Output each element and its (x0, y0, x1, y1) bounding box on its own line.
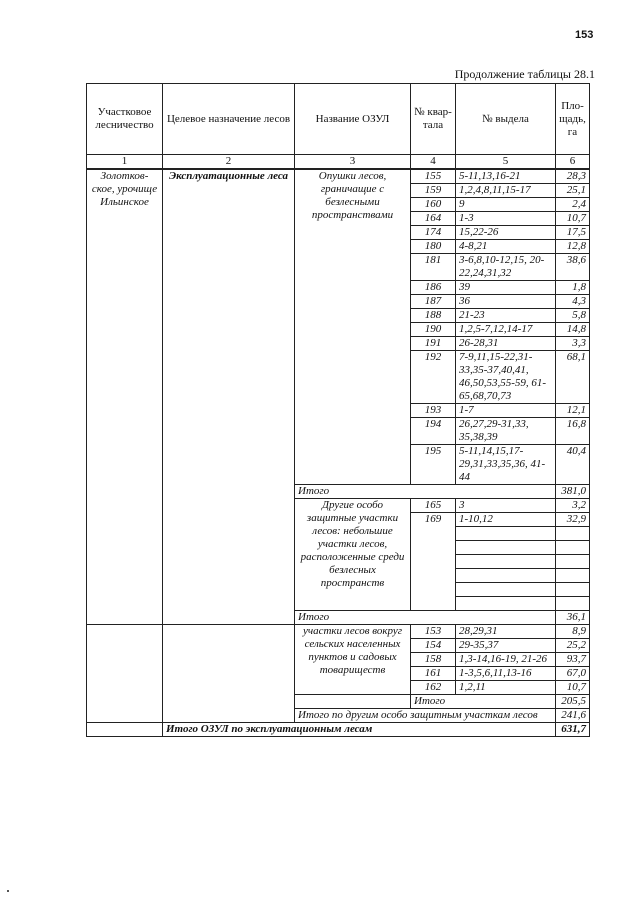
allotment-cell: 5-11,14,15,17-29,31,33,35,36, 41-44 (456, 445, 556, 485)
allotment-cell: 36 (456, 295, 556, 309)
area-cell: 68,1 (556, 351, 590, 404)
area-cell: 14,8 (556, 323, 590, 337)
col-number: 5 (456, 155, 556, 170)
area-cell: 38,6 (556, 254, 590, 281)
empty-cell (456, 597, 556, 611)
total-other-label: Итого по другим особо защитным участкам лесов (295, 709, 556, 723)
quarter-cell: 154 (411, 639, 456, 653)
total-all-label: Итого ОЗУЛ по эксплуатационным лесам (163, 723, 556, 737)
ozul-name-cell: Опушки лесов, граничащие с безлесными пространствами (295, 169, 411, 485)
forestry-cell: Золотков-ское, урочище Ильинское (87, 169, 163, 625)
allotment-cell: 29-35,37 (456, 639, 556, 653)
area-cell: 4,3 (556, 295, 590, 309)
area-cell: 10,7 (556, 212, 590, 226)
allotment-cell: 15,22-26 (456, 226, 556, 240)
forestry-cell-continued (87, 625, 163, 723)
quarter-cell: 195 (411, 445, 456, 485)
allotment-cell: 1,3-14,16-19, 21-26 (456, 653, 556, 667)
empty-cell (556, 527, 590, 541)
header-allotment: № выдела (456, 84, 556, 155)
allotment-cell: 1,2,5-7,12,14-17 (456, 323, 556, 337)
quarter-cell: 193 (411, 404, 456, 418)
empty-cell (456, 541, 556, 555)
quarter-cell: 190 (411, 323, 456, 337)
empty-cell (456, 569, 556, 583)
empty-cell (556, 555, 590, 569)
header-quarter: № квар-тала (411, 84, 456, 155)
quarter-cell: 160 (411, 198, 456, 212)
empty-cell (556, 569, 590, 583)
quarter-cell: 192 (411, 351, 456, 404)
area-cell: 2,4 (556, 198, 590, 212)
total-other-value: 241,6 (556, 709, 590, 723)
allotment-cell: 1-3,5,6,11,13-16 (456, 667, 556, 681)
table-row (87, 625, 590, 639)
quarter-cell: 158 (411, 653, 456, 667)
header-area: Пло-щадь, га (556, 84, 590, 155)
subtotal-value: 205,5 (556, 695, 590, 709)
empty-cell (556, 541, 590, 555)
area-cell: 3,2 (556, 499, 590, 513)
quarter-cell: 155 (411, 169, 456, 184)
area-cell: 12,1 (556, 404, 590, 418)
col-number: 1 (87, 155, 163, 170)
ozul-name-cell: Другие особо защитные участки лесов: небольшие участки лесов, расположенные среди безлесных пространств (295, 499, 411, 611)
col-number: 2 (163, 155, 295, 170)
subtotal-value: 381,0 (556, 485, 590, 499)
allotment-cell: 3-6,8,10-12,15, 20-22,24,31,32 (456, 254, 556, 281)
col-number: 6 (556, 155, 590, 170)
allotment-cell: 5-11,13,16-21 (456, 169, 556, 184)
area-cell: 8,9 (556, 625, 590, 639)
subtotal-label: Итого (295, 611, 556, 625)
scan-mark (7, 890, 9, 892)
allotment-cell: 26-28,31 (456, 337, 556, 351)
column-number-row (87, 155, 590, 170)
area-cell: 5,8 (556, 309, 590, 323)
quarter-cell: 153 (411, 625, 456, 639)
empty-cell (456, 527, 556, 541)
area-cell: 32,9 (556, 513, 590, 527)
header-purpose: Целевое назначение лесов (163, 84, 295, 155)
allotment-cell: 1,2,4,8,11,15-17 (456, 184, 556, 198)
subtotal-label: Итого (411, 695, 556, 709)
allotment-cell: 3 (456, 499, 556, 513)
quarter-cell: 187 (411, 295, 456, 309)
allotment-cell: 1-3 (456, 212, 556, 226)
header-ozul-name: Название ОЗУЛ (295, 84, 411, 155)
quarter-cell: 191 (411, 337, 456, 351)
quarter-cell: 159 (411, 184, 456, 198)
allotment-cell: 1-7 (456, 404, 556, 418)
quarter-cell: 169 (411, 513, 456, 611)
area-cell: 17,5 (556, 226, 590, 240)
area-cell: 10,7 (556, 681, 590, 695)
allotment-cell: 28,29,31 (456, 625, 556, 639)
quarter-cell: 194 (411, 418, 456, 445)
ozul-name-cell: участки лесов вокруг сельских населенных пунктов и садовых товариществ (295, 625, 411, 695)
quarter-cell: 164 (411, 212, 456, 226)
quarter-cell: 181 (411, 254, 456, 281)
subtotal-label: Итого (295, 485, 556, 499)
table-caption: Продолжение таблицы 28.1 (454, 67, 595, 81)
purpose-cell-continued (163, 625, 295, 723)
allotment-cell: 26,27,29-31,33, 35,38,39 (456, 418, 556, 445)
header-forestry: Участковое лесничество (87, 84, 163, 155)
quarter-cell: 180 (411, 240, 456, 254)
allotment-cell: 7-9,11,15-22,31-33,35-37,40,41, 46,50,53,55-59, 61-65,68,70,73 (456, 351, 556, 404)
empty-cell (456, 583, 556, 597)
header-row (87, 84, 590, 155)
area-cell: 25,2 (556, 639, 590, 653)
quarter-cell: 174 (411, 226, 456, 240)
area-cell: 12,8 (556, 240, 590, 254)
area-cell: 25,1 (556, 184, 590, 198)
quarter-cell: 188 (411, 309, 456, 323)
allotment-cell: 9 (456, 198, 556, 212)
quarter-cell: 162 (411, 681, 456, 695)
allotment-cell: 4-8,21 (456, 240, 556, 254)
empty-cell (295, 695, 411, 709)
allotment-cell: 39 (456, 281, 556, 295)
area-cell: 93,7 (556, 653, 590, 667)
allotment-cell: 1,2,11 (456, 681, 556, 695)
area-cell: 28,3 (556, 169, 590, 184)
total-all-value: 631,7 (556, 723, 590, 737)
grand-total-row (87, 723, 590, 737)
table-row (87, 169, 590, 184)
quarter-cell: 186 (411, 281, 456, 295)
col-number: 4 (411, 155, 456, 170)
area-cell: 16,8 (556, 418, 590, 445)
area-cell: 3,3 (556, 337, 590, 351)
ozul-table (86, 83, 590, 737)
quarter-cell: 165 (411, 499, 456, 513)
quarter-cell: 161 (411, 667, 456, 681)
area-cell: 40,4 (556, 445, 590, 485)
purpose-cell: Эксплуатационные леса (163, 169, 295, 625)
area-cell: 67,0 (556, 667, 590, 681)
subtotal-value: 36,1 (556, 611, 590, 625)
area-cell: 1,8 (556, 281, 590, 295)
empty-cell (556, 597, 590, 611)
empty-cell (556, 583, 590, 597)
page-number: 153 (575, 29, 594, 41)
col-number: 3 (295, 155, 411, 170)
allotment-cell: 21-23 (456, 309, 556, 323)
empty-cell (456, 555, 556, 569)
allotment-cell: 1-10,12 (456, 513, 556, 527)
empty-cell (87, 723, 163, 737)
